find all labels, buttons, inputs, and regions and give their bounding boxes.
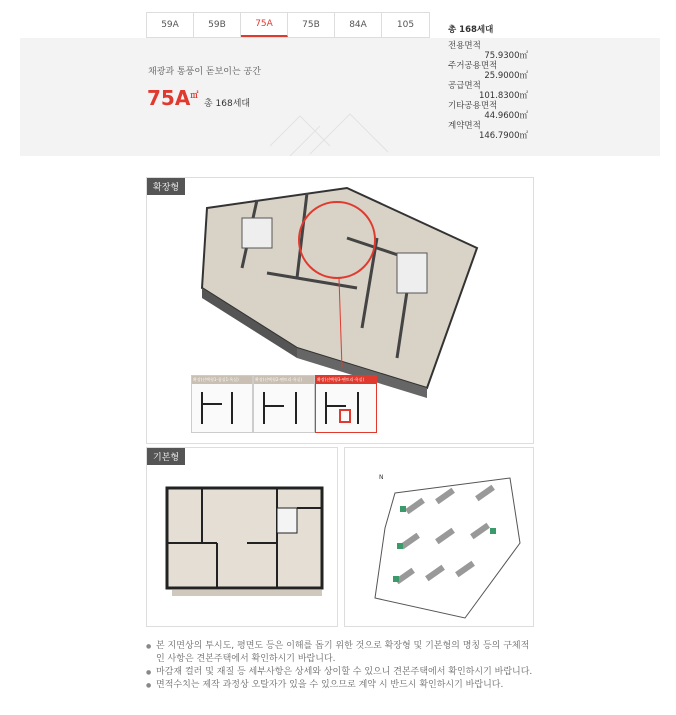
thumb-label: 확장(선택형2-팬트리·욕실) [254,376,314,384]
unit-type-tabs [146,12,430,38]
tab-75a[interactable]: 75A [241,13,288,37]
note-item: ● 면적수치는 제작 과정상 오탈자가 있을 수 있으므로 계약 시 반드시 확인하시기 바랍니다. [146,679,536,692]
unit-type-label: 75A [147,86,191,110]
hero-household-count: 총 168세대 [204,99,251,109]
option-thumb-1[interactable] [191,375,253,433]
spec-label: 기타공용면적 [448,101,498,111]
tab-84a[interactable]: 84A [335,13,382,37]
thumb-label: 확장(선택형1-침실1·욕실) [192,376,252,384]
note-item: ● 본 지면상의 투시도, 평면도 등은 이해를 돕기 위한 것으로 확장형 및 기본형의 명칭 등의 구체적인 사항은 견본주택에서 확인하시기 바랍니다. [146,640,536,666]
basic-plan-panel [146,447,338,627]
spec-value: 25.9000㎡ [484,71,528,81]
panel-tag-basic: 기본형 [147,448,185,465]
spec-value: 146.7900㎡ [478,131,528,141]
hero-unit-type [147,86,198,110]
unit-symbol: ㎡ [190,90,199,100]
tab-105[interactable]: 105 [396,20,415,30]
area-spec [448,25,528,141]
thumb-plan [192,384,252,428]
panel-tag-expanded: 확장형 [147,178,185,195]
spec-value: 44.9600㎡ [484,111,528,121]
spec-label: 전용면적 [448,41,481,51]
spec-label: 공급면적 [448,81,481,91]
hero-subtitle: 채광과 통풍이 돋보이는 공간 [148,67,261,77]
spec-value: 101.8300㎡ [478,91,528,101]
site-map-panel [344,447,534,627]
note-item: ● 마감재 컬러 및 재질 등 세부사항은 상세와 상이할 수 있으니 견본주택에서 확인하시기 바랍니다. [146,666,536,679]
spec-total: 총 168세대 [448,25,494,35]
spec-label: 주거공용면적 [448,61,498,71]
spec-value: 75.9300㎡ [484,51,528,61]
tab-75b[interactable]: 75B [288,13,335,37]
thumb-plan [316,384,376,428]
option-thumb-3[interactable] [315,375,377,433]
thumb-label: 확장(선택형3-팬트리·욕실) [316,376,376,384]
option-thumb-2[interactable] [253,375,315,433]
spec-label: 계약면적 [448,121,481,131]
compass-label: N [379,474,384,481]
expanded-plan-panel [146,177,534,444]
thumb-plan [254,384,314,428]
basic-floorplan [147,448,337,626]
notes [146,640,536,692]
decorative-lines [270,106,390,156]
tab-59a[interactable]: 59A [147,13,194,37]
site-map [345,448,533,626]
tab-59b[interactable]: 59B [194,13,241,37]
